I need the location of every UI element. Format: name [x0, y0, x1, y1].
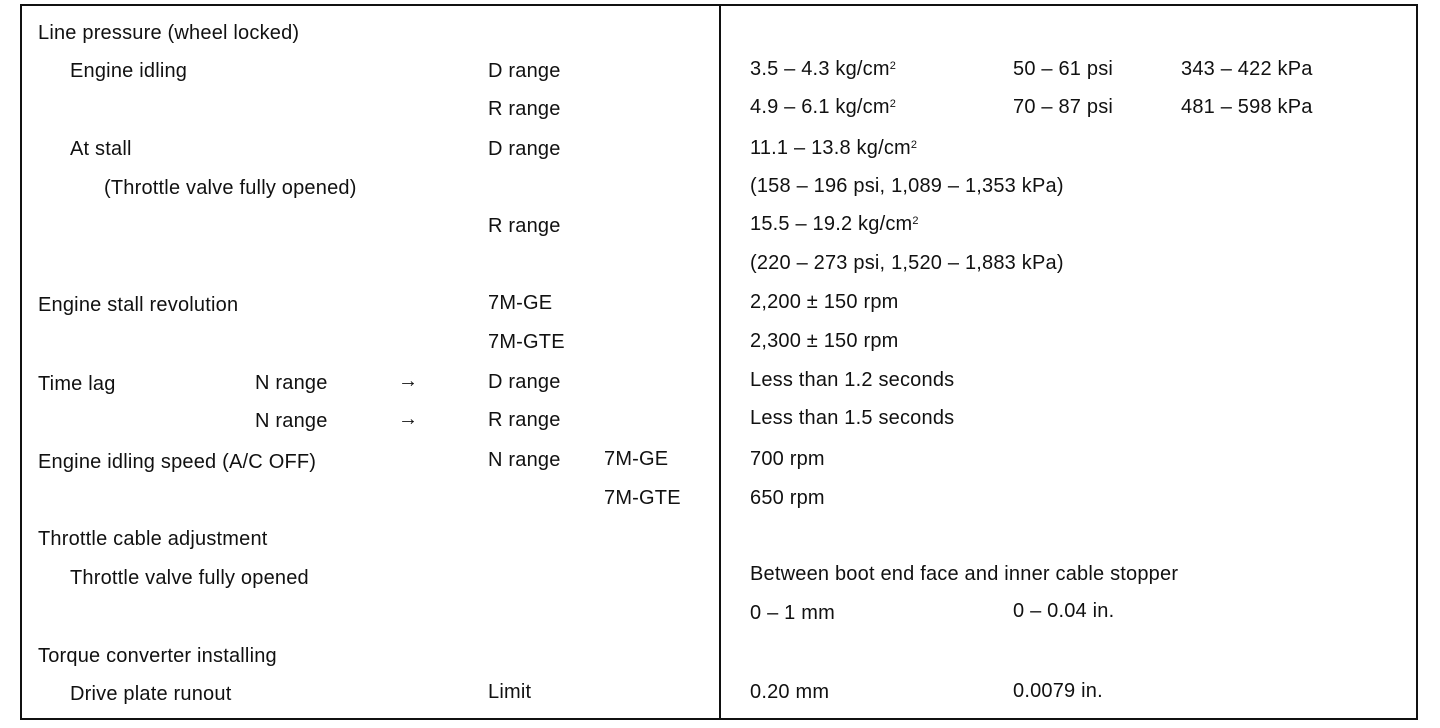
line-pressure-label: Line pressure (wheel locked): [38, 22, 300, 44]
throttle-cable-in: 0 – 0.04 in.: [1013, 600, 1115, 622]
idling-d-psi: 50 – 61 psi: [1013, 58, 1114, 80]
column-divider: [719, 6, 721, 718]
stall-r-psi-kpa: (220 – 273 psi, 1,520 – 1,883 kPa): [750, 252, 1064, 274]
idle-speed-7mge: 7M-GE: [604, 448, 669, 470]
idle-speed-7mgte: 7M-GTE: [604, 487, 681, 509]
time-lag-d-to: D range: [488, 371, 561, 393]
throttle-cable-mm: 0 – 1 mm: [750, 602, 835, 624]
throttle-cable-open-value: Between boot end face and inner cable stopper: [750, 563, 1179, 585]
throttle-cable-open-label: Throttle valve fully opened: [70, 567, 309, 589]
idling-r-psi: 70 – 87 psi: [1013, 96, 1114, 118]
time-lag-d-value: Less than 1.2 seconds: [750, 369, 955, 391]
time-lag-label: Time lag: [38, 373, 116, 395]
stall-d-range: D range: [488, 138, 561, 160]
stall-rev-7mgte: 7M-GTE: [488, 331, 565, 353]
torque-converter-label: Torque converter installing: [38, 645, 277, 667]
idle-speed-range: N range: [488, 449, 561, 471]
idle-speed-label: Engine idling speed (A/C OFF): [38, 451, 317, 473]
idling-d-range: D range: [488, 60, 561, 82]
drive-plate-limit: Limit: [488, 681, 532, 703]
stall-rev-7mgte-value: 2,300 ± 150 rpm: [750, 330, 899, 352]
time-lag-r-to: R range: [488, 409, 561, 431]
at-stall-label: At stall: [70, 138, 132, 160]
stall-r-range: R range: [488, 215, 561, 237]
idle-speed-7mge-value: 700 rpm: [750, 448, 825, 470]
time-lag-r-from: N range: [255, 410, 328, 432]
arrow-icon: →: [398, 370, 419, 392]
idle-speed-7mgte-value: 650 rpm: [750, 487, 825, 509]
arrow-icon: →: [398, 408, 419, 430]
stall-rev-7mge-value: 2,200 ± 150 rpm: [750, 291, 899, 313]
drive-plate-label: Drive plate runout: [70, 683, 232, 705]
stall-d-psi-kpa: (158 – 196 psi, 1,089 – 1,353 kPa): [750, 175, 1064, 197]
throttle-cable-label: Throttle cable adjustment: [38, 528, 268, 550]
idling-r-range: R range: [488, 98, 561, 120]
idling-d-kg: 3.5 – 4.3 $kg/cm^2$: [750, 58, 897, 80]
drive-plate-mm: 0.20 mm: [750, 681, 830, 703]
time-lag-r-value: Less than 1.5 seconds: [750, 407, 955, 429]
engine-idling-label: Engine idling: [70, 60, 188, 82]
stall-d-kg: 11.1 – 13.8 $kg/cm^2$: [750, 137, 918, 159]
stall-revolution-label: Engine stall revolution: [38, 294, 239, 316]
drive-plate-in: 0.0079 in.: [1013, 680, 1103, 702]
idling-r-kg: 4.9 – 6.1 $kg/cm^2$: [750, 96, 897, 118]
throttle-full-label: (Throttle valve fully opened): [104, 177, 357, 199]
idling-d-kpa: 343 – 422 kPa: [1181, 58, 1313, 80]
time-lag-d-from: N range: [255, 372, 328, 394]
idling-r-kpa: 481 – 598 kPa: [1181, 96, 1313, 118]
stall-rev-7mge: 7M-GE: [488, 292, 553, 314]
stall-r-kg: 15.5 – 19.2 $kg/cm^2$: [750, 213, 919, 235]
